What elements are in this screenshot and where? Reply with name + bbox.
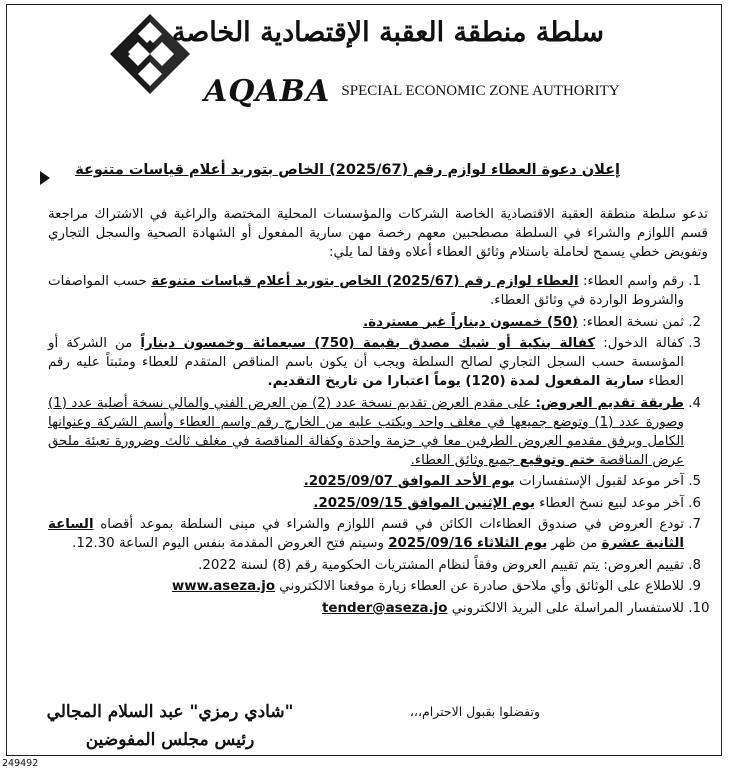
- item-3-guarantee: كفالة بنكية أو شيك مصدق بقيمة (750) سبعمائة وخمسون ديناراً: [140, 336, 596, 351]
- item-1-rest: حسب المواصفات والشروط الواردة في وثائق العطاء.: [48, 274, 684, 308]
- signatory-name: "شادي رمزي" عبد السلام المجالي: [46, 702, 294, 722]
- item-6-date: يوم الإثنين الموافق 2025/09/15.: [313, 495, 535, 511]
- item-7-rest: وسيتم فتح العروض المقدمة بنفس اليوم الساعة 12.30.: [72, 536, 389, 551]
- authority-english-subtitle: SPECIAL ECONOMIC ZONE AUTHORITY: [341, 83, 620, 99]
- item-3-validity: سارية المفعول لمدة (120) يوماً اعتبارا من تاريخ التقديم.: [267, 374, 645, 389]
- condition-item-7: [48, 515, 684, 553]
- condition-item-8: [48, 556, 684, 575]
- item-8-text: تقييم العروض: يتم تقييم العروض وفقاً لنظام المشتريات الحكومية رقم (8) لسنة 2022.: [198, 557, 684, 573]
- item-4-seal-sign: ختم وتوقيع: [519, 452, 596, 468]
- item-3-label: كفالة الدخول:: [595, 336, 685, 351]
- notice-body: [48, 205, 708, 620]
- ad-number: 249492: [2, 758, 39, 769]
- item-4-label: طريقة تقديم العروض:: [535, 395, 685, 411]
- authority-english-row: [204, 74, 620, 109]
- condition-item-10: [48, 599, 684, 618]
- item-1-tender-name: العطاء لوازم رقم (2025/67) الخاص بتوريد أعلام قياسات متنوعة: [151, 274, 579, 289]
- condition-item-2: [48, 313, 684, 332]
- item-7-date: يوم الثلاثاء 2025/09/16: [388, 536, 548, 551]
- notice-title: إعلان دعوة العطاء لوازم رقم (2025/67) الخاص بتوريد أعلام قياسات متنوعة: [75, 162, 620, 178]
- item-9-text: للاطلاع على الوثائق وأي ملاحق صادرة عن العطاء زيارة موقعنا الالكتروني: [275, 579, 684, 594]
- item-10-text: للاستفسار المراسلة على البريد الالكتروني: [447, 600, 684, 616]
- signatory-title: رئيس مجلس المفوضين: [85, 730, 255, 750]
- triangle-arrow-icon: [40, 171, 50, 185]
- website-link[interactable]: www.aseza.jo: [171, 579, 276, 594]
- condition-item-3: [48, 334, 684, 391]
- item-2-price: (50) خمسون ديناراً غير مستردة.: [363, 314, 578, 330]
- condition-item-6: [48, 494, 684, 513]
- item-5-label: آخر موعد لقبول الإستفسارات: [514, 474, 684, 489]
- authority-english-name: AQABA: [204, 74, 331, 109]
- conditions-list: [48, 272, 708, 618]
- item-2-label: ثمن نسخة العطاء:: [577, 314, 684, 330]
- item-7-mid: من ظهر: [547, 536, 602, 551]
- condition-item-1: [48, 272, 684, 310]
- email-link[interactable]: tender@aseza.jo: [321, 600, 448, 616]
- item-1-label: رقم واسم العطاء:: [578, 274, 684, 289]
- item-5-date: يوم الأحد الموافق 2025/09/07.: [303, 474, 515, 489]
- closing-greeting: وتفضلوا بقبول الاحترام،،،: [409, 704, 540, 719]
- condition-item-4: [48, 394, 684, 470]
- item-7-hour: الساعة الثانية عشرة: [48, 517, 684, 551]
- item-6-label: آخر موعد لبيع نسخ العطاء: [534, 495, 684, 511]
- item-4-body: على مقدم العرض تقديم نسخة عدد (2) من العرض الفني والمالي نسخة أصلية عدد (1) وصورة عدد (1) وتوضع جميعها في مغلف واحد ويكتب عليه من الخارج رقم واسم العطاء وأسم الشركة وعنوانها الكامل ويرفق مقدمو العروض الطرفين معا في حزمة واحدة وكفالة المناقصة في مغلف ثالث وضرورة تعبئة ملحق عرض المناقصة: [48, 395, 684, 468]
- item-4-end: جميع وثائق العطاء.: [410, 452, 520, 468]
- authority-arabic-name: سلطة منطقة العقبة الإقتصادية الخاصة: [171, 17, 604, 48]
- condition-item-5: [48, 472, 684, 491]
- item-3-rest: من الشركة أو المؤسسة حسب السجل التجاري لصالح السلطة ويجب أن يكون باسم المناقص المتقدم للعطاء ومثبتاً عليه رقم العطاء: [48, 336, 684, 389]
- item-7-label: تودع العروض في صندوق العطاءات الكائن في قسم اللوازم والشراء في مبنى السلطة بموعد أقصاه: [93, 517, 684, 532]
- condition-item-9: [48, 577, 684, 596]
- notice-intro: تدعو سلطة منطقة العقبة الاقتصادية الخاصة الشركات والمؤسسات المحلية المختصة والراغبة في الاشتراك مراجعة قسم اللوازم والشراء في السلطة مصطحبين معهم رخصة مهن سارية المفعول أو الشهادة الصحية والسجل التجاري وتفويض خطي يسمح لحاملة باستلام وثائق العطاء أعلاه وفقا لما يلي:: [48, 207, 708, 260]
